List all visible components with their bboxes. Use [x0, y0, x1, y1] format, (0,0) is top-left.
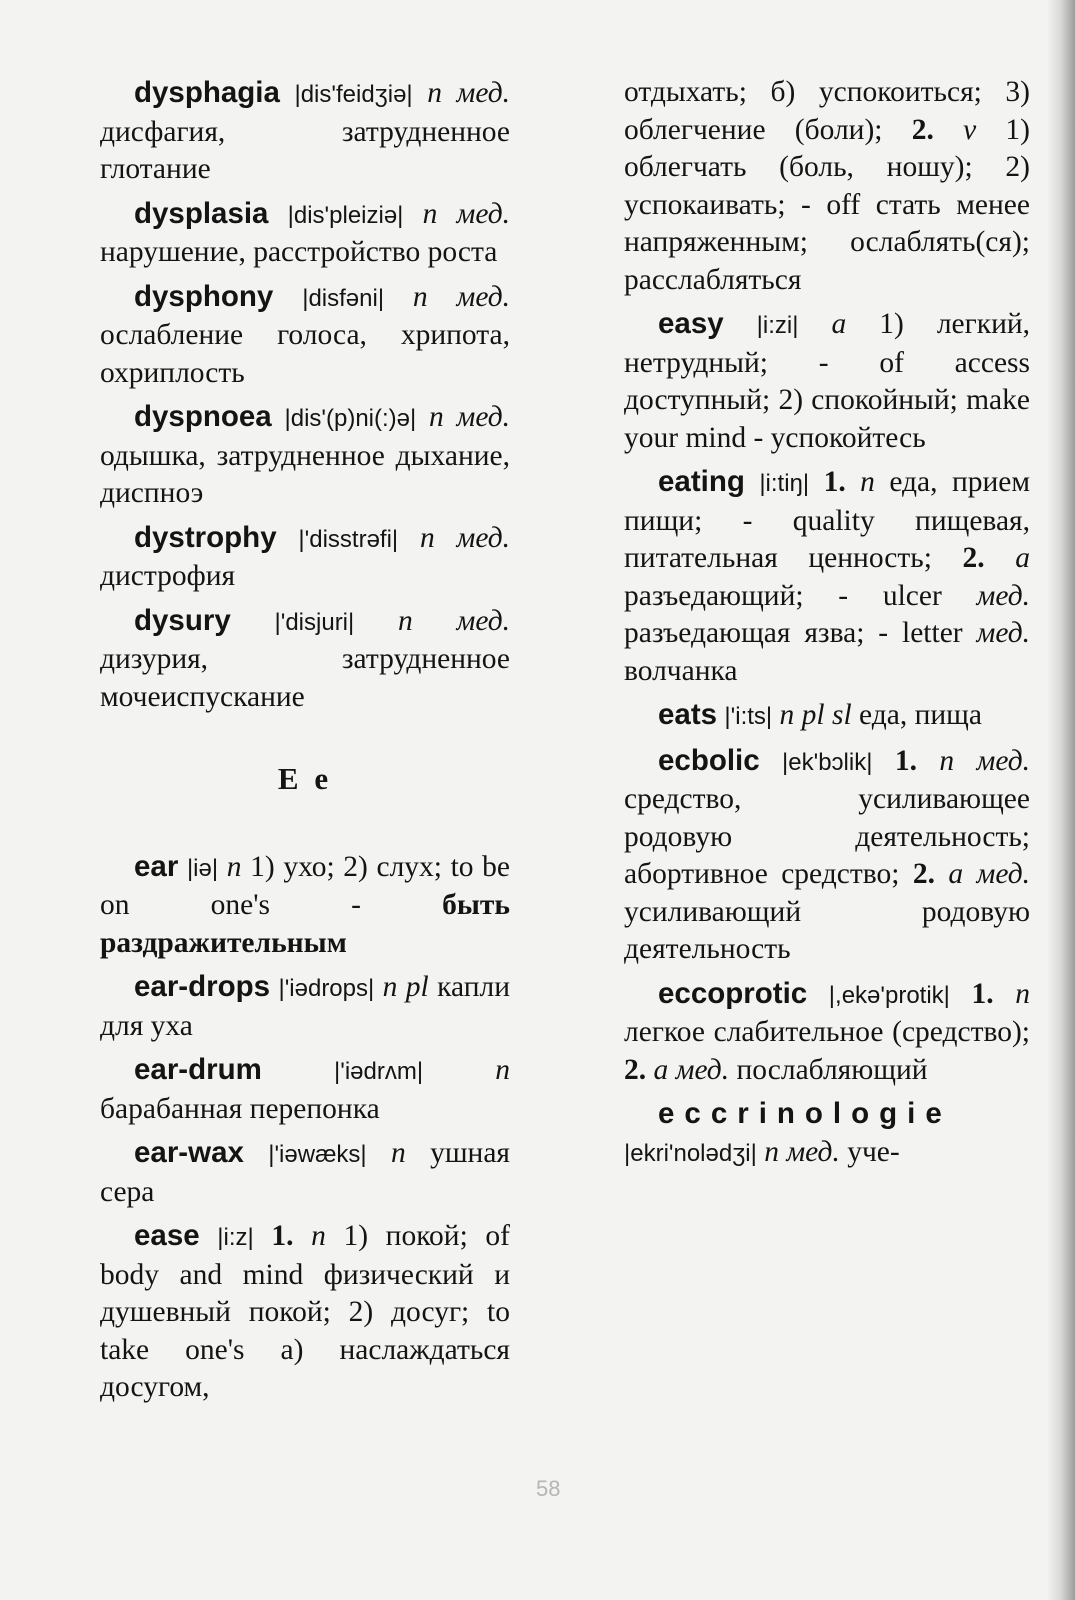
part-of-speech: n	[764, 1135, 779, 1168]
entry-eccrinologie	[624, 1095, 1030, 1172]
part-of-speech: n	[429, 401, 444, 433]
part-of-speech: n	[390, 1137, 406, 1169]
headword: easy	[658, 307, 724, 340]
headword: dyspnoea	[134, 400, 272, 433]
entry-eats	[624, 696, 1030, 736]
headword: dystrophy	[134, 520, 277, 554]
transcription: |ek'bɔlik|	[782, 748, 873, 776]
part-of-speech: n	[939, 744, 955, 777]
transcription: |'disstrəfi|	[298, 525, 399, 553]
headword: dysphony	[134, 279, 274, 313]
usage-label: мед.	[456, 77, 511, 109]
usage-label: мед.	[786, 1135, 840, 1168]
usage-label: мед.	[976, 617, 1030, 649]
definition: отдыхать; б) успокоиться; 3) облегчение (боли);	[624, 76, 1030, 146]
transcription: |dis'(p)ni(:)ə|	[284, 405, 417, 432]
transcription: |'iədrops|	[278, 975, 375, 1002]
transcription: |'i:ts|	[724, 703, 773, 730]
transcription: |dis'feidʒiə|	[294, 81, 413, 108]
sense-number: 1.	[971, 977, 994, 1010]
definition: послабляющий	[736, 1053, 928, 1086]
transcription: |'disjuri|	[274, 608, 355, 636]
entry-eating	[624, 463, 1030, 690]
definition: ослабление голоса, хрипота, охриплость	[100, 319, 510, 389]
transcription: |i:tiŋ|	[759, 470, 810, 497]
part-of-speech: n	[422, 197, 438, 230]
transcription: |ekri'nolədʒi|	[624, 1139, 757, 1167]
sense-number: 2.	[624, 1053, 647, 1086]
headword: eating	[658, 465, 745, 498]
transcription: |'iədrʌm|	[334, 1058, 424, 1085]
definition: 1) покой; of body and mind физический и душевный покой; 2) досуг; to take one's а) наслаждаться досугом,	[100, 1220, 510, 1403]
definition: 1) облегчать (боль, ношу); 2) успокаивать; - off стать менее напряженным; ослаблять(ся); расслабляться	[624, 113, 1030, 296]
entry-dysphony	[100, 278, 510, 393]
part-of-speech: n	[495, 1054, 510, 1086]
definition: барабанная перепонка	[100, 1092, 380, 1125]
definition: еда, прием пищи; - quality пищевая, питательная ценность;	[624, 466, 1031, 574]
transcription: |iə|	[186, 854, 219, 882]
sense-number: 1.	[823, 466, 846, 498]
entry-ease	[100, 1217, 510, 1407]
definition-bold: быть раздражительным	[100, 889, 510, 959]
entry-ear-wax	[100, 1134, 510, 1211]
entry-dysphagia	[100, 74, 510, 189]
part-of-speech: n	[419, 521, 435, 554]
part-of-speech: a	[653, 1053, 669, 1086]
transcription: |dis'pleiziə|	[287, 201, 404, 229]
headword: ear-drum	[134, 1053, 262, 1086]
entry-dysplasia	[100, 195, 510, 272]
definition: средство, усиливающее родовую деятельность; абортивное средство;	[624, 783, 1030, 890]
headword: ear-wax	[134, 1136, 244, 1169]
definition: еда, пища	[859, 699, 982, 731]
usage-label: мед.	[456, 280, 511, 313]
entry-dyspnoea	[100, 398, 510, 513]
headword: ease	[134, 1219, 200, 1252]
part-of-speech: v	[963, 113, 977, 146]
headword: eccrinologie	[658, 1097, 952, 1130]
page-number: 58	[536, 1476, 561, 1501]
headword: dysplasia	[134, 196, 269, 230]
transcription: |disfəni|	[302, 284, 385, 312]
usage-label: мед.	[456, 521, 511, 554]
definition: ушная сера	[100, 1137, 510, 1208]
headword: dysury	[134, 603, 231, 637]
part-of-speech: n	[311, 1220, 326, 1252]
part-of-speech: n	[1015, 977, 1030, 1010]
definition: легкое слабительное (средство);	[624, 1016, 1030, 1048]
entry-ear-drum	[100, 1051, 510, 1128]
entry-dystrophy	[100, 519, 510, 596]
part-of-speech: n	[412, 280, 428, 313]
part-of-speech: a	[948, 858, 964, 890]
headword: dysphagia	[134, 76, 280, 109]
usage-label: мед.	[456, 604, 511, 637]
usage-label: мед.	[456, 197, 510, 230]
definition: разъедающая язва; - letter	[624, 617, 963, 649]
definition: 1) ухо; 2) слух; to be on one's -	[100, 850, 511, 921]
definition: уче-	[847, 1135, 900, 1168]
transcription: |i:zi|	[756, 312, 799, 339]
usage-label: мед.	[675, 1053, 730, 1086]
sense-number: 2.	[911, 113, 934, 146]
usage-label: мед.	[976, 744, 1030, 777]
part-of-speech: n	[427, 77, 442, 109]
sense-number: 1.	[894, 744, 917, 777]
part-of-speech: n	[860, 466, 875, 498]
entry-ecbolic	[624, 742, 1030, 969]
headword: eccoprotic	[658, 976, 808, 1010]
entry-easy	[624, 305, 1030, 457]
part-of-speech: a	[831, 308, 847, 340]
entry-ear	[100, 848, 510, 963]
sense-number: 1.	[271, 1220, 294, 1252]
definition: волчанка	[624, 654, 738, 687]
headword: ear	[134, 849, 179, 883]
transcription: |i:z|	[217, 1224, 254, 1251]
definition: капли для уха	[100, 971, 510, 1042]
headword: ecbolic	[658, 743, 760, 777]
part-of-speech: n pl sl	[779, 699, 852, 731]
definition: разъедающий; - ulcer	[624, 579, 942, 612]
sense-number: 2.	[912, 858, 935, 890]
definition: нарушение, расстройство роста	[100, 236, 498, 268]
definition: одышка, затрудненное дыхание, диспноэ	[100, 439, 510, 509]
sense-number: 2.	[962, 542, 985, 574]
transcription: |,ekə'protik|	[828, 981, 950, 1009]
transcription: |'iəwæks|	[268, 1141, 367, 1168]
entry-ear-drops	[100, 968, 510, 1045]
part-of-speech: n	[398, 604, 413, 637]
page-edge-shadow	[1047, 0, 1075, 1600]
definition: дистрофия	[100, 560, 236, 592]
definition: усиливающий родовую деятельность	[624, 895, 1030, 965]
usage-label: мед.	[976, 858, 1031, 890]
entry-ease-continued	[624, 74, 1030, 299]
entry-dysury	[100, 602, 510, 717]
definition: дизурия, затрудненное мочеиспускание	[100, 643, 510, 713]
part-of-speech: n	[226, 850, 242, 883]
entry-eccoprotic	[624, 975, 1030, 1090]
part-of-speech: a	[1015, 542, 1030, 574]
left-column	[100, 74, 510, 1413]
headword: ear-drops	[134, 970, 271, 1003]
part-of-speech: n pl	[382, 971, 429, 1003]
definition: дисфагия, затрудненное глотание	[100, 115, 510, 185]
usage-label: мед.	[976, 579, 1030, 612]
usage-label: мед.	[456, 401, 510, 433]
section-letter: E e	[277, 761, 333, 796]
definition: 1) легкий, нетрудный; - of access доступный; 2) спокойный; make your mind - успокойтесь	[624, 308, 1031, 454]
right-column	[624, 74, 1030, 1178]
headword: eats	[658, 698, 718, 731]
